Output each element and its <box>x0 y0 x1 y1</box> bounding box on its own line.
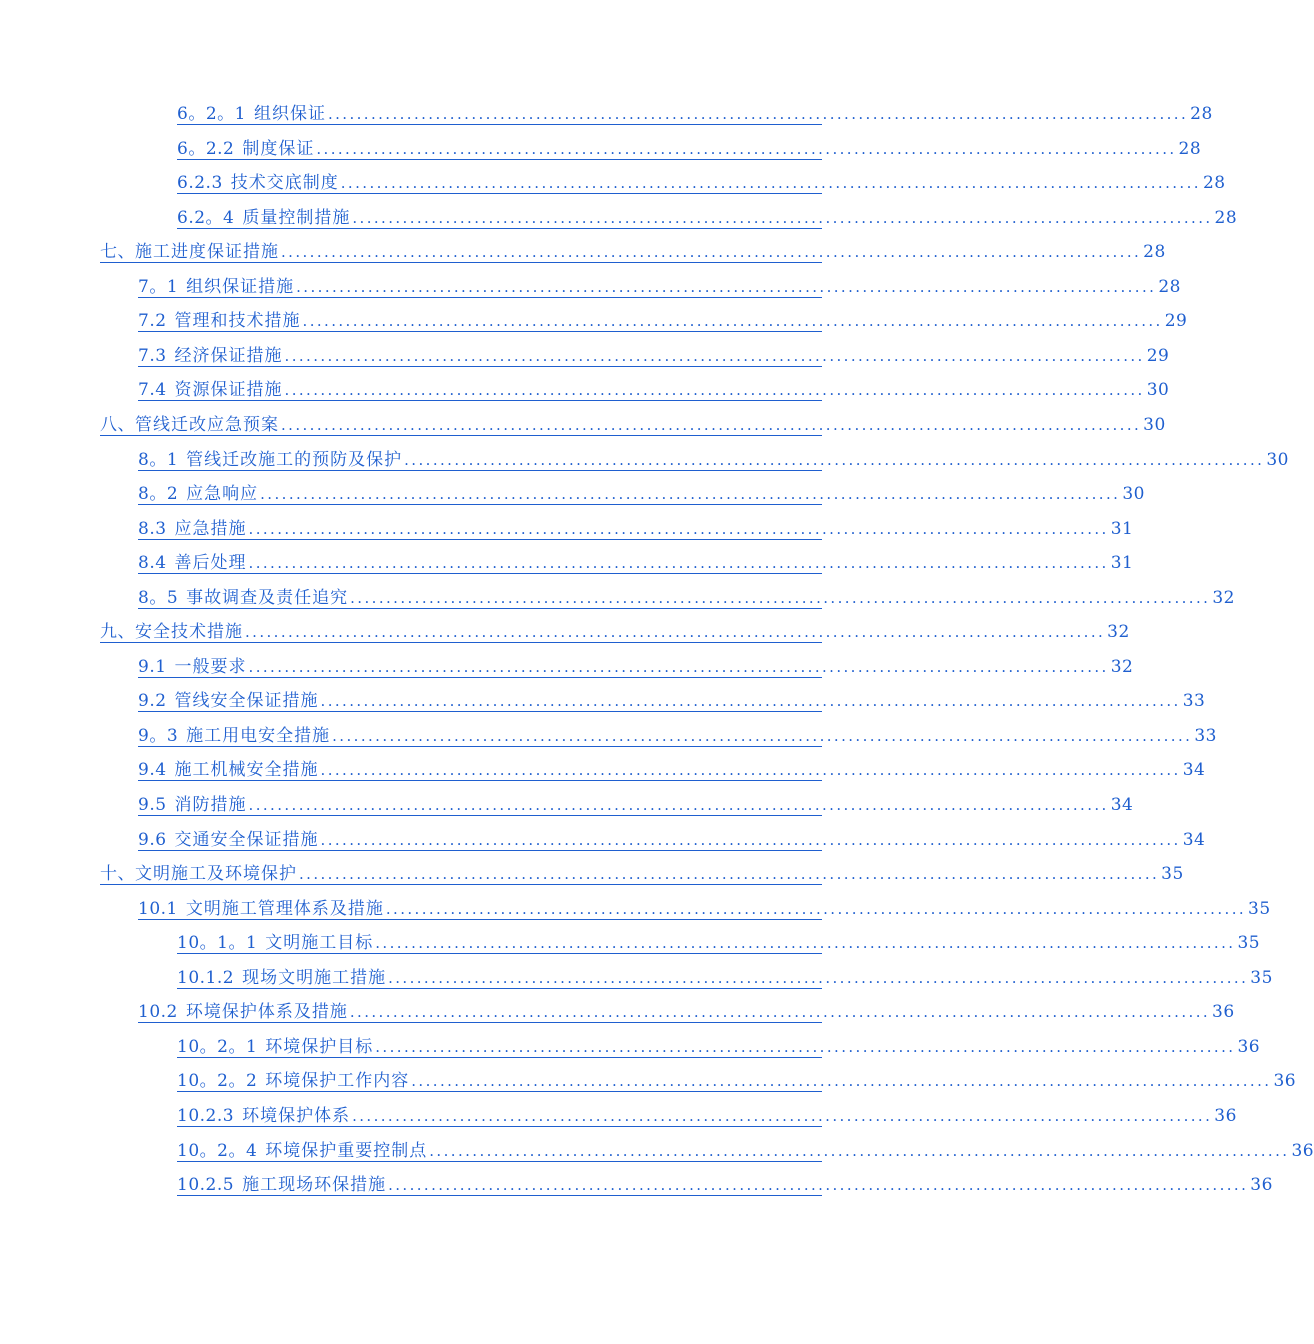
toc-entry[interactable] <box>138 342 1170 367</box>
toc-dot-leader: ........................................................................................................................ <box>284 346 1145 365</box>
toc-entry-title: 善后处理 <box>174 553 247 574</box>
toc-page-number: 36 <box>1212 1002 1235 1023</box>
toc-dot-leader: ........................................................................................................................ <box>388 1176 1249 1195</box>
toc-page-number: 31 <box>1110 518 1134 539</box>
toc-dot-leader: ........................................................................................................................ <box>352 208 1213 227</box>
toc-entry-number: 七、 <box>100 242 135 263</box>
toc-page-number: 32 <box>1212 587 1235 608</box>
toc-entry[interactable] <box>177 1033 1261 1058</box>
toc-entry[interactable] <box>100 411 1166 436</box>
toc-dot-leader: ........................................................................................................................ <box>411 1072 1272 1091</box>
toc-entry-number: 10。1。1 <box>177 933 258 954</box>
toc-entry[interactable] <box>138 687 1206 712</box>
toc-dot-leader: ........................................................................................................................ <box>248 796 1109 814</box>
toc-entry[interactable] <box>138 446 1289 471</box>
toc-entry-number: 7。1 <box>138 276 179 297</box>
toc-entry-title: 一般要求 <box>174 656 247 677</box>
toc-page-number: 31 <box>1110 553 1134 574</box>
toc-entry-title: 管线安全保证措施 <box>174 691 319 712</box>
toc-page-number: 30 <box>1122 484 1145 505</box>
toc-entry-number: 6。2。1 <box>177 104 246 124</box>
toc-dot-leader: ........................................................................................................................ <box>327 105 1189 123</box>
toc-entry[interactable] <box>100 618 1130 643</box>
toc-entry[interactable] <box>100 860 1184 885</box>
toc-dot-leader: ........................................................................................................................ <box>352 1106 1213 1125</box>
toc-entry-title: 施工用电安全措施 <box>186 725 331 746</box>
toc-entry[interactable] <box>177 1067 1297 1092</box>
toc-dot-leader: ........................................................................................................................ <box>302 312 1163 331</box>
toc-dot-leader: ........................................................................................................................ <box>281 243 1142 262</box>
toc-entry-title: 现场文明施工措施 <box>242 967 387 988</box>
toc-entry-number: 6.2.3 <box>177 173 223 194</box>
toc-entry-title: 文明施工目标 <box>265 933 374 954</box>
toc-entry-number: 7.2 <box>138 311 167 332</box>
toc-page-number: 32 <box>1110 656 1134 677</box>
toc-page-number: 34 <box>1182 760 1206 781</box>
toc-dot-leader: ........................................................................................................................ <box>375 1037 1236 1056</box>
toc-entry-title: 环境保护体系 <box>242 1105 351 1126</box>
toc-entry-number: 10.2.3 <box>177 1105 235 1126</box>
toc-entry[interactable] <box>138 307 1188 332</box>
toc-dot-leader: ........................................................................................................................ <box>320 692 1181 711</box>
toc-entry-number: 8。1 <box>138 449 179 470</box>
toc-entry[interactable] <box>138 515 1134 540</box>
toc-entry[interactable] <box>138 826 1206 851</box>
toc-page-number: 28 <box>1202 173 1226 194</box>
toc-entry-title: 施工进度保证措施 <box>135 242 279 263</box>
toc-entry-number: 10.1.2 <box>177 967 235 988</box>
toc-entry-number: 8。5 <box>138 587 179 608</box>
toc-entry-number: 10。2。4 <box>177 1140 258 1161</box>
toc-entry[interactable] <box>138 653 1134 678</box>
toc-dot-leader: ........................................................................................................................ <box>404 450 1265 469</box>
toc-dot-leader: ........................................................................................................................ <box>296 277 1157 296</box>
toc-entry[interactable] <box>177 964 1273 989</box>
toc-entry-number: 6。2.2 <box>177 138 235 159</box>
toc-page-number: 35 <box>1237 933 1261 954</box>
toc-page-number: 36 <box>1237 1036 1261 1057</box>
toc-page-number: 36 <box>1250 1175 1273 1196</box>
toc-dot-leader: ........................................................................................................................ <box>320 761 1181 780</box>
toc-page-number: 33 <box>1194 725 1217 746</box>
toc-entry-number: 8.4 <box>138 553 167 574</box>
toc-entry[interactable] <box>177 100 1213 125</box>
toc-entry-title: 制度保证 <box>242 138 315 159</box>
toc-page-number: 33 <box>1182 691 1206 712</box>
toc-dot-leader: ........................................................................................................................ <box>385 899 1247 918</box>
toc-entry[interactable] <box>177 1102 1237 1127</box>
toc-entry[interactable] <box>138 895 1271 920</box>
toc-entry-number: 9.5 <box>138 795 167 815</box>
toc-dot-leader: ........................................................................................................................ <box>316 139 1177 158</box>
toc-entry[interactable] <box>177 135 1202 160</box>
toc-entry-title: 管理和技术措施 <box>174 311 301 332</box>
toc-entry-title: 环境保护体系及措施 <box>185 1002 348 1023</box>
toc-entry-number: 10.1 <box>138 898 178 919</box>
toc-page-number: 35 <box>1248 898 1271 919</box>
toc-entry[interactable] <box>177 204 1238 229</box>
toc-entry-title: 技术交底制度 <box>230 173 339 194</box>
toc-entry-number: 10。2。1 <box>177 1036 258 1057</box>
toc-page-number: 28 <box>1143 242 1166 263</box>
toc-entry-number: 7.3 <box>138 345 167 366</box>
toc-entry-title: 组织保证 <box>253 104 326 124</box>
toc-dot-leader: ........................................................................................................................ <box>245 623 1106 642</box>
toc-entry-title: 质量控制措施 <box>242 207 351 228</box>
toc-page-number: 28 <box>1190 104 1213 124</box>
toc-entry-title: 组织保证措施 <box>186 276 295 297</box>
toc-entry-title: 应急措施 <box>174 518 247 539</box>
toc-dot-leader: ........................................................................................................................ <box>349 1003 1211 1022</box>
toc-entry[interactable] <box>138 376 1170 401</box>
toc-entry-number: 6.2。4 <box>177 207 235 228</box>
toc-dot-leader: ........................................................................................................................ <box>248 554 1109 573</box>
toc-entry-number: 9。3 <box>138 725 179 746</box>
toc-dot-leader: ........................................................................................................................ <box>332 726 1193 745</box>
toc-entry-title: 消防措施 <box>174 795 247 815</box>
toc-dot-leader: ........................................................................................................................ <box>388 968 1249 987</box>
toc-page-number: 32 <box>1107 622 1130 643</box>
toc-entry-title: 施工现场环保措施 <box>242 1175 387 1196</box>
toc-dot-leader: ........................................................................................................................ <box>350 588 1211 607</box>
toc-entry-title: 交通安全保证措施 <box>174 829 319 850</box>
toc-entry-number: 8。2 <box>138 484 179 505</box>
toc-entry-title: 文明施工管理体系及措施 <box>185 898 384 919</box>
toc-entry[interactable] <box>138 549 1134 574</box>
toc-entry-title: 环境保护工作内容 <box>265 1071 410 1092</box>
toc-entry-title: 环境保护重要控制点 <box>265 1140 428 1161</box>
toc-page-number: 29 <box>1146 345 1170 366</box>
toc-entry-number: 10.2.5 <box>177 1175 235 1196</box>
toc-entry-title: 文明施工及环境保护 <box>135 864 297 885</box>
toc-page-number: 36 <box>1273 1071 1297 1092</box>
toc-entry-number: 10.2 <box>138 1002 178 1023</box>
toc-page-number: 35 <box>1161 864 1184 885</box>
toc-entry[interactable] <box>138 998 1235 1023</box>
toc-entry-number: 9.4 <box>138 760 167 781</box>
toc-dot-leader: ........................................................................................................................ <box>284 381 1145 400</box>
toc-entry-number: 9.1 <box>138 656 167 677</box>
toc-entry[interactable] <box>138 722 1217 747</box>
toc-page-number: 28 <box>1158 276 1181 297</box>
toc-entry-title: 经济保证措施 <box>174 345 283 366</box>
toc-dot-leader: ........................................................................................................................ <box>429 1141 1290 1160</box>
toc-entry-title: 管线迁改应急预案 <box>135 414 279 435</box>
toc-entry-title: 事故调查及责任追究 <box>186 587 349 608</box>
toc-entry-number: 九、 <box>100 622 135 643</box>
toc-entry-title: 管线迁改施工的预防及保护 <box>186 449 403 470</box>
toc-entry-number: 10。2。2 <box>177 1071 258 1092</box>
toc-page-number: 30 <box>1146 380 1170 401</box>
toc-page-number: 34 <box>1182 829 1206 850</box>
toc-page-number: 30 <box>1266 449 1289 470</box>
toc-entry-title: 资源保证措施 <box>174 380 283 401</box>
toc-dot-leader: ........................................................................................................................ <box>260 485 1121 504</box>
toc-dot-leader: ........................................................................................................................ <box>281 415 1142 434</box>
toc-page-number: 35 <box>1250 967 1273 988</box>
toc-entry-number: 9.2 <box>138 691 167 712</box>
toc-page-number: 29 <box>1164 311 1188 332</box>
toc-dot-leader: ........................................................................................................................ <box>375 934 1236 953</box>
toc-page-number: 36 <box>1291 1140 1314 1161</box>
toc-dot-leader: ........................................................................................................................ <box>248 519 1109 538</box>
toc-entry[interactable] <box>177 1171 1273 1196</box>
toc-dot-leader: ........................................................................................................................ <box>248 657 1109 676</box>
toc-entry[interactable] <box>138 584 1235 609</box>
toc-entry-title: 环境保护目标 <box>265 1036 374 1057</box>
toc-entry[interactable] <box>138 756 1206 781</box>
toc-entry-title: 安全技术措施 <box>135 622 243 643</box>
toc-entry[interactable] <box>177 1137 1314 1162</box>
toc-entry-number: 十、 <box>100 864 135 885</box>
toc-entry-number: 8.3 <box>138 518 167 539</box>
toc-entry[interactable] <box>138 791 1134 816</box>
toc-page-number: 36 <box>1214 1105 1237 1126</box>
toc-entry[interactable] <box>138 480 1145 505</box>
toc-entry-title: 施工机械安全措施 <box>174 760 319 781</box>
toc-entry-number: 9.6 <box>138 829 167 850</box>
toc-page-number: 28 <box>1178 138 1202 159</box>
toc-entry[interactable] <box>177 929 1261 954</box>
toc-entry[interactable] <box>100 238 1166 263</box>
toc-page-number: 30 <box>1143 414 1166 435</box>
toc-entry[interactable] <box>138 273 1181 298</box>
toc-entry-number: 7.4 <box>138 380 167 401</box>
toc-entry[interactable] <box>177 169 1226 194</box>
toc-dot-leader: ........................................................................................................................ <box>299 865 1160 884</box>
toc-dot-leader: ........................................................................................................................ <box>320 830 1181 849</box>
toc-page-number: 34 <box>1110 795 1134 815</box>
toc-entry-number: 八、 <box>100 414 135 435</box>
toc-dot-leader: ........................................................................................................................ <box>340 174 1201 193</box>
toc-page-number: 28 <box>1214 207 1238 228</box>
toc-entry-title: 应急响应 <box>186 484 259 505</box>
